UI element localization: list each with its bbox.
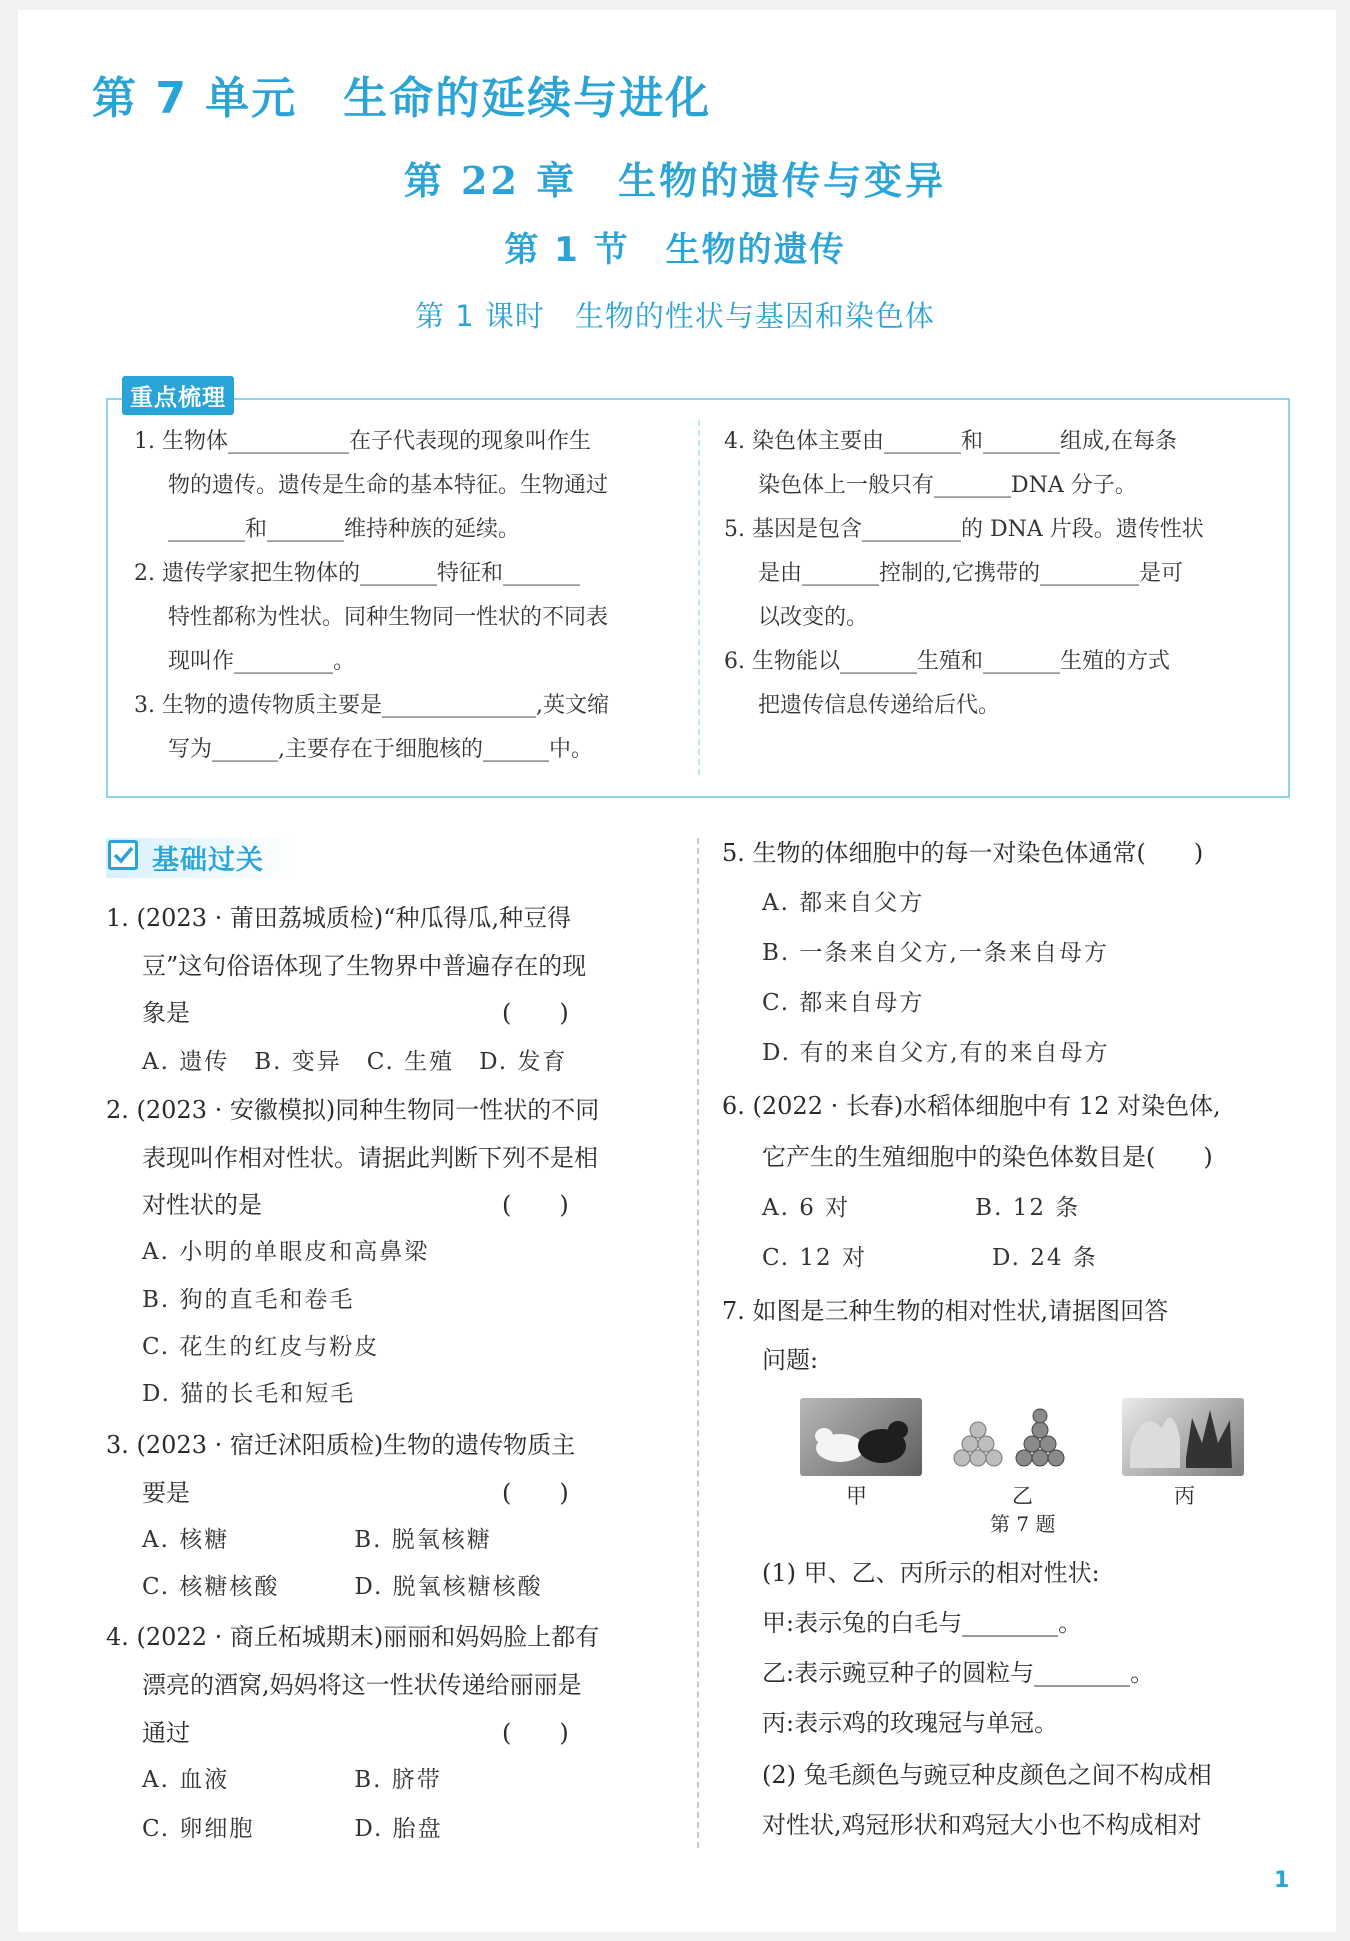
figure-label: 甲 [846,1484,867,1508]
question-line: 豆”这句俗语体现了生物界中普遍存在的现 [142,952,587,980]
key-left-line: _______和_______维持种族的延续。 [168,517,521,542]
key-left-line: 写为______,主要存在于细胞核的______中。 [168,737,593,762]
key-right-line: 5. 基因是包含_________的 DNA 片段。遗传性状 [724,517,1204,542]
question-line: 象是 ( ) [142,999,569,1027]
lesson-title: 第 1 课时 生物的性状与基因和染色体 [415,299,935,333]
option-line: C. 都来自母方 [762,990,925,1016]
basic-title: 基础过关 [152,845,264,876]
key-left-line: 现叫作_________。 [168,649,356,674]
option-line: C. 12 对 D. 24 条 [762,1245,1098,1271]
option-line: D. 有的来自父方,有的来自母方 [762,1040,1110,1066]
option-line: D. 猫的长毛和短毛 [142,1381,356,1407]
question-line: 漂亮的酒窝,妈妈将这一性状传递给丽丽是 [142,1671,582,1699]
chapter-title: 第 22 章 生物的遗传与变异 [403,158,947,203]
column-divider [697,838,699,1848]
question-line: 2. (2023 · 安徽模拟)同种生物同一性状的不同 [106,1096,600,1124]
option-line: C. 核糖核酸 D. 脱氧核糖核酸 [142,1574,543,1600]
answer-line: 对性状,鸡冠形状和鸡冠大小也不构成相对 [762,1811,1202,1839]
question-line: 问题: [762,1346,819,1374]
answer-line: (1) 甲、乙、丙所示的相对性状: [762,1559,1100,1587]
key-left-line: 特性都称为性状。同种生物同一性状的不同表 [168,605,609,630]
key-right-line: 以改变的。 [758,605,869,630]
option-line: A. 核糖 B. 脱氧核糖 [142,1527,492,1553]
key-right-line: 6. 生物能以_______生殖和_______生殖的方式 [724,649,1170,674]
option-line: A. 小明的单眼皮和高鼻梁 [142,1239,430,1265]
option-line: A. 血液 B. 脐带 [142,1767,442,1793]
rabbit-photo [800,1398,922,1476]
question-line: 6. (2022 · 长春)水稻体细胞中有 12 对染色体, [722,1092,1221,1120]
key-left-line: 3. 生物的遗传物质主要是______________,英文缩 [134,693,609,718]
option-line: A. 6 对 B. 12 条 [762,1195,1081,1221]
question-line: 表现叫作相对性状。请据此判断下列不是相 [142,1144,598,1172]
question-line: 7. 如图是三种生物的相对性状,请据图回答 [722,1297,1169,1325]
unit-title: 第 7 单元 生命的延续与进化 [92,73,712,124]
key-right-line: 把遗传信息传递给后代。 [758,693,1001,718]
question-line: 4. (2022 · 商丘柘城期末)丽丽和妈妈脸上都有 [106,1623,600,1651]
question-line: 要是 ( ) [142,1479,569,1507]
answer-line: 甲:表示兔的白毛与________。 [762,1609,1083,1637]
question-line: 通过 ( ) [142,1719,569,1747]
question-line: 1. (2023 · 莆田荔城质检)“种瓜得瓜,种豆得 [106,904,572,932]
option-line: C. 卵细胞 D. 胎盘 [142,1816,443,1842]
option-line: B. 一条来自父方,一条来自母方 [762,940,1109,966]
option-line: A. 遗传 B. 变异 C. 生殖 D. 发育 [142,1049,568,1075]
figure-label: 乙 [1012,1484,1033,1508]
pea-seeds-photo [944,1398,1066,1476]
key-points-divider [698,420,700,775]
checkmark-icon [108,840,138,870]
answer-line: 乙:表示豌豆种子的圆粒与________。 [762,1659,1155,1687]
key-points-label: 重点梳理 [122,376,234,415]
answer-line: 丙:表示鸡的玫瑰冠与单冠。 [762,1709,1059,1737]
question-line: 它产生的生殖细胞中的染色体数目是( ) [762,1143,1213,1171]
question-line: 3. (2023 · 宿迁沭阳质检)生物的遗传物质主 [106,1431,576,1459]
key-left-line: 2. 遗传学家把生物体的_______特征和_______ [134,561,580,586]
option-line: C. 花生的红皮与粉皮 [142,1334,380,1360]
question-line: 对性状的是 ( ) [142,1191,569,1219]
key-right-line: 4. 染色体主要由_______和_______组成,在每条 [724,429,1177,454]
key-right-line: 染色体上一般只有_______DNA 分子。 [758,473,1137,498]
option-line: A. 都来自父方 [762,890,925,916]
figure-label: 丙 [1174,1484,1195,1508]
figure-caption: 第 7 题 [990,1512,1056,1536]
answer-line: (2) 兔毛颜色与豌豆种皮颜色之间不构成相 [762,1761,1212,1789]
question-line: 5. 生物的体细胞中的每一对染色体通常( ) [722,839,1204,867]
page-number: 1 [1274,1868,1290,1893]
rooster-comb-photo [1122,1398,1244,1476]
option-line: B. 狗的直毛和卷毛 [142,1287,355,1313]
key-left-line: 物的遗传。遗传是生命的基本特征。生物通过 [168,473,609,498]
key-right-line: 是由_______控制的,它携带的_________是可 [758,561,1183,586]
section-title: 第 1 节 生物的遗传 [504,230,846,270]
key-left-line: 1. 生物体___________在子代表现的现象叫作生 [134,429,591,454]
